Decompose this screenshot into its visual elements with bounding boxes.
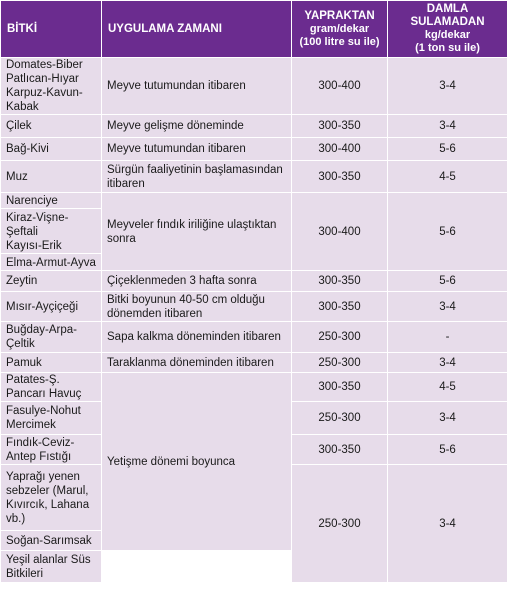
- foliar-dose-cell: 300-350: [292, 435, 388, 465]
- drip-dose-cell: 3-4: [388, 402, 507, 435]
- application-time-cell: Sürgün faaliyetinin başlamasından itibaren: [102, 161, 292, 193]
- plant-name: Domates-Biber: [6, 59, 83, 71]
- plant-name: Buğday-Arpa-: [6, 324, 77, 336]
- application-time-cell: Meyve tutumundan itibaren: [102, 138, 292, 161]
- foliar-dose-cell: 300-350: [292, 271, 388, 292]
- header-drip-water: (1 ton su ile): [415, 42, 480, 54]
- table-row: [1, 115, 507, 138]
- header-plant: BİTKİ: [1, 1, 102, 58]
- table-row: [1, 271, 507, 292]
- table-row: [1, 373, 507, 402]
- foliar-dose-cell: 300-400: [292, 138, 388, 161]
- header-foliar-unit: gram/dekar: [309, 22, 370, 35]
- plant-cell: Patates-Ş. Pancarı Havuç: [1, 373, 102, 402]
- plant-name: Patlıcan-Hıyar: [6, 73, 79, 85]
- foliar-dose-cell: 250-300: [292, 465, 388, 583]
- plant-cell: Çilek: [1, 115, 102, 138]
- application-time-cell: Çiçeklenmeden 3 hafta sonra: [102, 271, 292, 292]
- foliar-dose-cell: 300-400: [292, 58, 388, 115]
- drip-dose-cell: -: [388, 322, 507, 353]
- drip-dose-cell: 5-6: [388, 271, 507, 292]
- foliar-dose-cell: 250-300: [292, 353, 388, 373]
- plant-cell: Muz: [1, 161, 102, 193]
- application-time-cell: Taraklanma döneminden itibaren: [102, 353, 292, 373]
- table-row: [1, 322, 507, 353]
- foliar-dose-cell: 300-350: [292, 115, 388, 138]
- header-foliar: [292, 1, 388, 58]
- plant-name: Kayısı-Erik: [6, 239, 62, 252]
- table-row: [1, 292, 507, 322]
- drip-dose-cell: 5-6: [388, 138, 507, 161]
- drip-dose-cell: 3-4: [388, 353, 507, 373]
- header-row: [1, 1, 507, 58]
- plant-cell: Soğan-Sarımsak: [1, 531, 102, 551]
- drip-dose-cell: 5-6: [388, 435, 507, 465]
- table-row: [1, 138, 507, 161]
- table-row: [1, 193, 507, 271]
- drip-dose-cell: 3-4: [388, 292, 507, 322]
- header-foliar-title: YAPRAKTAN: [304, 9, 375, 22]
- application-time-cell: Yetişme dönemi boyunca: [102, 373, 292, 551]
- foliar-dose-cell: 250-300: [292, 322, 388, 353]
- header-foliar-water: (100 litre su ile): [299, 35, 380, 48]
- drip-dose-cell: 3-4: [388, 115, 507, 138]
- foliar-dose-cell: 250-300: [292, 402, 388, 435]
- plant-cell: Yaprağı yenen sebzeler (Marul, Kıvırcık, Lahana vb.): [1, 465, 102, 531]
- application-time-cell: Meyve tutumundan itibaren: [102, 58, 292, 115]
- drip-dose-cell: 5-6: [388, 193, 507, 271]
- foliar-dose-cell: 300-350: [292, 292, 388, 322]
- plant-cell: Zeytin: [1, 271, 102, 292]
- plant-cell: Bağ-Kivi: [1, 138, 102, 161]
- application-time-cell: Sapa kalkma döneminden itibaren: [102, 322, 292, 353]
- header-drip-title: DAMLA SULAMADAN: [410, 3, 485, 28]
- foliar-dose-cell: 300-350: [292, 161, 388, 193]
- application-time-cell: Bitki boyunun 40-50 cm olduğu dönemden itibaren: [102, 292, 292, 322]
- table-row: [1, 161, 507, 193]
- drip-dose-cell: 3-4: [388, 465, 507, 583]
- application-time-cell: Meyve gelişme döneminde: [102, 115, 292, 138]
- plant-cell: Mısır-Ayçiçeği: [1, 292, 102, 322]
- plant-cell: Pamuk: [1, 353, 102, 373]
- header-drip: [388, 1, 507, 58]
- plant-name: Elma-Armut-Ayva: [1, 253, 101, 270]
- plant-name: Kiraz-Vişne-Şeftali: [1, 208, 101, 239]
- plant-cell: Yeşil alanlar Süs Bitkileri: [1, 551, 102, 583]
- plant-name: Çeltik: [6, 338, 35, 350]
- plant-cell: Fasulye-Nohut Mercimek: [1, 402, 102, 435]
- foliar-dose-cell: 300-350: [292, 373, 388, 402]
- plant-name: Narenciye: [6, 194, 58, 207]
- drip-dose-cell: 4-5: [388, 373, 507, 402]
- foliar-dose-cell: 300-400: [292, 193, 388, 271]
- drip-dose-cell: 3-4: [388, 58, 507, 115]
- table-row: [1, 58, 507, 115]
- application-time-cell: Meyveler fındık iriliğine ulaştıktan sonra: [102, 193, 292, 271]
- plant-cell: Fındık-Ceviz-Antep Fıstığı: [1, 435, 102, 465]
- plant-cell: [1, 58, 102, 115]
- header-application-time: UYGULAMA ZAMANI: [102, 1, 292, 58]
- plant-cell: [1, 322, 102, 353]
- table-row: [1, 353, 507, 373]
- plant-name: Karpuz-Kavun-: [6, 87, 83, 99]
- plant-cell: [1, 193, 102, 271]
- drip-dose-cell: 4-5: [388, 161, 507, 193]
- header-drip-unit: kg/dekar: [424, 29, 471, 41]
- plant-name: Kabak: [6, 101, 39, 113]
